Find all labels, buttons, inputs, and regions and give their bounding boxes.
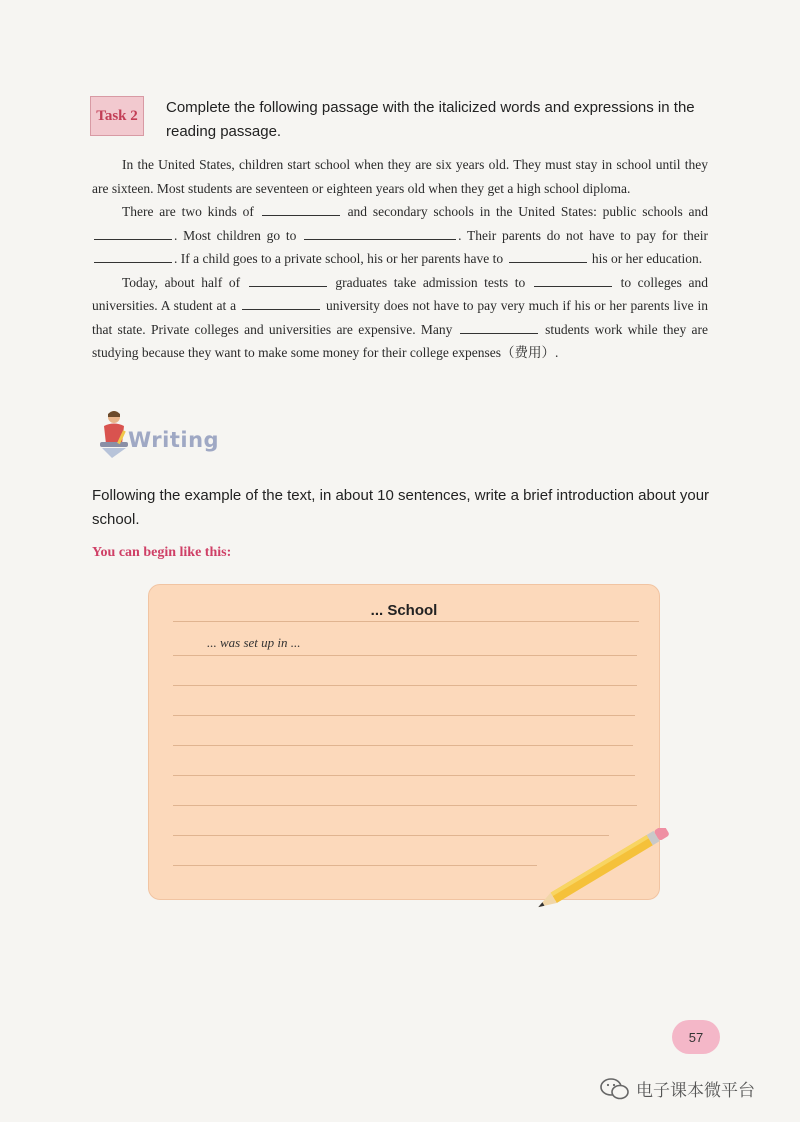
passage-text: . If a child goes to a private school, his or her parents have to [174, 251, 504, 266]
passage-text: students work while they are studying because they want to make some money for their college expenses（费用）. [92, 321, 709, 360]
passage-text: his or her education. [591, 251, 703, 266]
ruled-line [173, 775, 635, 776]
task-badge: Task 2 [90, 96, 144, 136]
begin-label: You can begin like this: [92, 545, 232, 560]
reading-passage [92, 153, 708, 365]
watermark [600, 1076, 755, 1101]
ruled-line [173, 805, 637, 806]
ruled-line [173, 621, 639, 622]
writing-heading: Writing [128, 428, 220, 452]
ruled-line [173, 865, 537, 866]
passage-paragraph-1: In the United States, children start school when they are six years old. They must stay in school until they are sixteen. Most students are seventeen or eighteen years old when they get a high school diploma. [92, 157, 708, 196]
passage-paragraph-3 [92, 271, 708, 365]
passage-text: graduates take admission tests to [335, 274, 526, 290]
blank-field[interactable] [534, 272, 612, 287]
note-first-line: ... was set up in ... [207, 635, 301, 650]
note-title: ... School [370, 602, 438, 619]
blank-field[interactable] [94, 225, 172, 240]
passage-text: university does not have to pay very much if his or her parents live in that state. Private colleges and universities are expensive. Many [92, 298, 708, 337]
passage-text: . Most children go to [174, 227, 297, 243]
watermark-text: 电子课本微平台 [636, 1081, 755, 1101]
passage-text: Today, about half of [122, 274, 241, 290]
passage-text: to colleges and universities. A student at a [92, 274, 709, 313]
blank-field[interactable] [262, 201, 340, 216]
ruled-line [173, 655, 637, 656]
writing-instruction: Following the example of the text, in about 10 sentences, write a brief introduction about your school. [92, 487, 710, 528]
blank-field[interactable] [460, 319, 538, 334]
wechat-icon [600, 1078, 630, 1100]
ruled-line [173, 685, 637, 686]
page-number: 57 [672, 1020, 720, 1054]
passage-text: . Their parents do not have to pay for their [458, 227, 709, 243]
blank-field[interactable] [509, 248, 587, 263]
writing-person-icon [92, 408, 132, 460]
blank-field[interactable] [304, 225, 456, 240]
blank-field[interactable] [249, 272, 327, 287]
passage-text: and secondary schools in the United States: public schools and [347, 204, 709, 219]
blank-field[interactable] [242, 295, 320, 310]
task-instruction: Complete the following passage with the italicized words and expressions in the reading passage. [166, 99, 695, 140]
blank-field[interactable] [94, 248, 172, 263]
ruled-line [173, 715, 635, 716]
ruled-line [173, 745, 633, 746]
pencil-icon [520, 828, 680, 912]
passage-paragraph-2 [92, 200, 708, 271]
passage-text: There are two kinds of [122, 204, 254, 219]
